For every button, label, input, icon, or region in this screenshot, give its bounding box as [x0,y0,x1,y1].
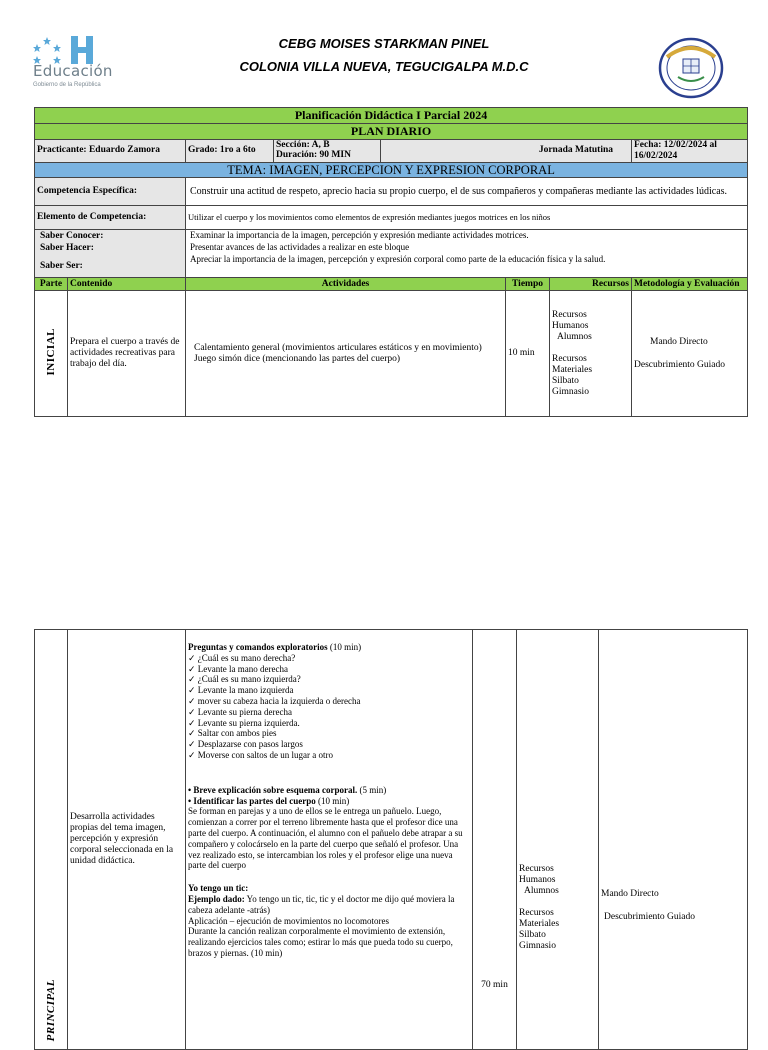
ident-time: (10 min) [315,795,350,806]
rec-line: Humanos [552,320,589,331]
principal-tiempo: 70 min [473,630,517,1050]
rec-line: Humanos [519,874,556,885]
check-item: ✓ ¿Cuál es su mano izquierda? [188,674,470,685]
rec-line: Recursos [519,907,554,918]
grado: Grado: 1ro a 6to [186,140,274,163]
practicante: Practicante: Eduardo Zamora [35,140,186,163]
ident-text: Se forman en parejas y a uno de ellos se le entrega un pañuelo. Luego, comienzan a correr por el terreno libremente hasta que el profesor dice una parte del cuerpo. A continuación, el alumno con el pañuelo debe atrapar a su compañero y colocárselo en la parte del cuerpo que señaló el profesor. Una vez realizado esto, se intercambian los roles y el profesor elige una nueva parte del cuerpo [188,806,463,871]
inicial-contenido: Prepara el cuerpo a través de actividades recreativas para trabajo del día. [68,291,186,417]
saber-ser-label: Saber Ser: [40,260,83,271]
saber-conocer-text: Examinar la importancia de la imagen, percepción y expresión mediante actividades motrices. [190,230,529,241]
check-item: ✓ Levante su pierna derecha [188,707,470,718]
plan-table-top [34,107,748,417]
school-location: COLONIA VILLA NUEVA, TEGUCIGALPA M.D.C [239,59,529,74]
preguntas-heading [188,642,470,653]
rec-line: Recursos [519,864,554,874]
tic-title [188,883,470,894]
saber-hacer-text: Presentar avances de las actividades a realizar en este bloque [190,241,410,252]
parte-inicial [35,291,68,417]
elemento-label: Elemento de Competencia: [35,206,186,230]
rec-line: Gimnasio [552,386,589,397]
col-contenido: Contenido [68,278,186,291]
check-item: ✓ Levante su pierna izquierda. [188,718,470,729]
col-parte: Parte [35,278,68,291]
principal-metodologia [599,630,748,1050]
check-item: ✓ Levante la mano izquierda [188,685,470,696]
principal-recursos [517,630,599,1050]
rec-spacer [552,343,629,354]
school-name: CEBG MOISES STARKMAN PINEL [278,36,490,51]
ejemplo [188,894,470,916]
competencia-label: Competencia Específica: [35,178,186,206]
seccion: Sección: A, B [276,139,330,150]
rec-line: Silbato [552,375,579,386]
rec-line: Gimnasio [519,940,556,951]
principal-met-1: Mando Directo [601,889,659,899]
tema: TEMA: IMAGEN, PERCEPCION Y EXPRESION CORPORAL [35,162,748,177]
fecha: Fecha: 12/02/2024 al 16/02/2024 [632,140,748,163]
breve-heading [188,785,470,796]
inicial-met-1: Mando Directo [650,336,708,347]
breve-time: (5 min) [357,784,387,795]
durante: Durante la canción realizan corporalmente el movimiento de extensión, realizando ejercicios tales como; estirar lo más que pueda todo su cuerpo, brazos y piernas. (10 min) [188,926,453,958]
inicial-actividades [186,291,506,417]
rec-line: Recursos [552,309,587,320]
inicial-metodologia [632,291,748,417]
aplicacion: Aplicación – ejecución de movimientos no locomotores [188,915,389,926]
plan-table-principal [34,629,748,1050]
parte-principal [35,630,68,1050]
parte-inicial-label: INICIAL [44,328,57,376]
school-seal [658,37,724,99]
parte-principal-label: PRINCIPAL [44,978,57,1042]
inicial-met-2: Descubrimiento Guiado [634,359,726,370]
preguntas-time: (10 min) [327,642,362,652]
ident-heading [188,796,470,807]
saber-texts [186,230,748,278]
check-item: ✓ ¿Cuál es su mano derecha? [188,653,470,664]
check-item: ✓ Levante la mano derecha [188,664,470,675]
plan-subtitle: PLAN DIARIO [35,124,748,140]
check-item: ✓ Moverse con saltos de un lugar a otro [188,750,470,761]
inicial-tiempo: 10 min [506,291,550,417]
plan-title: Planificación Didáctica I Parcial 2024 [35,108,748,124]
principal-contenido: Desarrolla actividades propias del tema imagen, percepción y expresión corporal seleccionada en la unidad didáctica. [68,630,186,1050]
rec-line: Materiales [519,918,560,929]
ident-title: • Identificar las partes del cuerpo [188,795,316,806]
check-item: ✓ Desplazarse con pasos largos [188,739,470,750]
elemento-text: Utilizar el cuerpo y los movimientos como elementos de expresión mediantes juegos motrices en los niños [186,206,748,230]
seccion-duracion [274,140,381,163]
inicial-recursos [550,291,632,417]
rec-line: Recursos [552,353,587,364]
breve-title: • Breve explicación sobre esquema corporal. [188,784,358,795]
ejemplo-text: Yo tengo un tic, tic, tic y el doctor me dijo qué moviera la cabeza adelante -atrás) [188,893,455,915]
saber-hacer-label: Saber Hacer: [40,243,94,254]
check-item: ✓ mover su cabeza hacia la izquierda o derecha [188,696,470,707]
tic-title-text: Yo tengo un tic: [188,883,249,894]
col-actividades: Actividades [186,278,506,291]
competencia-text: Construir una actitud de respeto, aprecio hacia su propio cuerpo, el de sus compañeros y compañeras mediante las actividades lúdicas. [186,178,748,206]
rec-line: Materiales [552,364,593,375]
col-tiempo: Tiempo [506,278,550,291]
rec-line: Alumnos [524,885,559,896]
col-metodologia: Metodología y Evaluación [632,278,748,291]
ejemplo-label: Ejemplo dado: [188,893,245,904]
saber-ser-text: Apreciar la importancia de la imagen, percepción y expresión corporal como parte de la educación física y la salud. [190,253,606,264]
seal-icon [658,37,724,99]
col-recursos: Recursos [550,278,632,291]
logo-word: Educación [33,62,113,80]
inicial-act-2: Juego simón dice (mencionando las partes del cuerpo) [194,353,401,364]
rec-line: Silbato [519,929,546,940]
principal-actividades [186,630,473,1050]
saber-conocer-label: Saber Conocer: [40,231,104,242]
inicial-act-1: Calentamiento general (movimientos articulares estáticos y en movimiento) [194,342,482,353]
logo-subtitle: Gobierno de la República [33,82,101,88]
principal-met-2: Descubrimiento Guiado [604,911,696,922]
preguntas-title: Preguntas y comandos exploratorios [188,642,328,652]
duracion: Duración: 90 MIN [276,149,351,160]
rec-line: Alumnos [557,331,592,342]
rec-spacer [519,897,596,908]
jornada: Jornada Matutina [381,140,632,163]
check-item: ✓ Saltar con ambos pies [188,728,470,739]
saber-labels [35,230,186,278]
